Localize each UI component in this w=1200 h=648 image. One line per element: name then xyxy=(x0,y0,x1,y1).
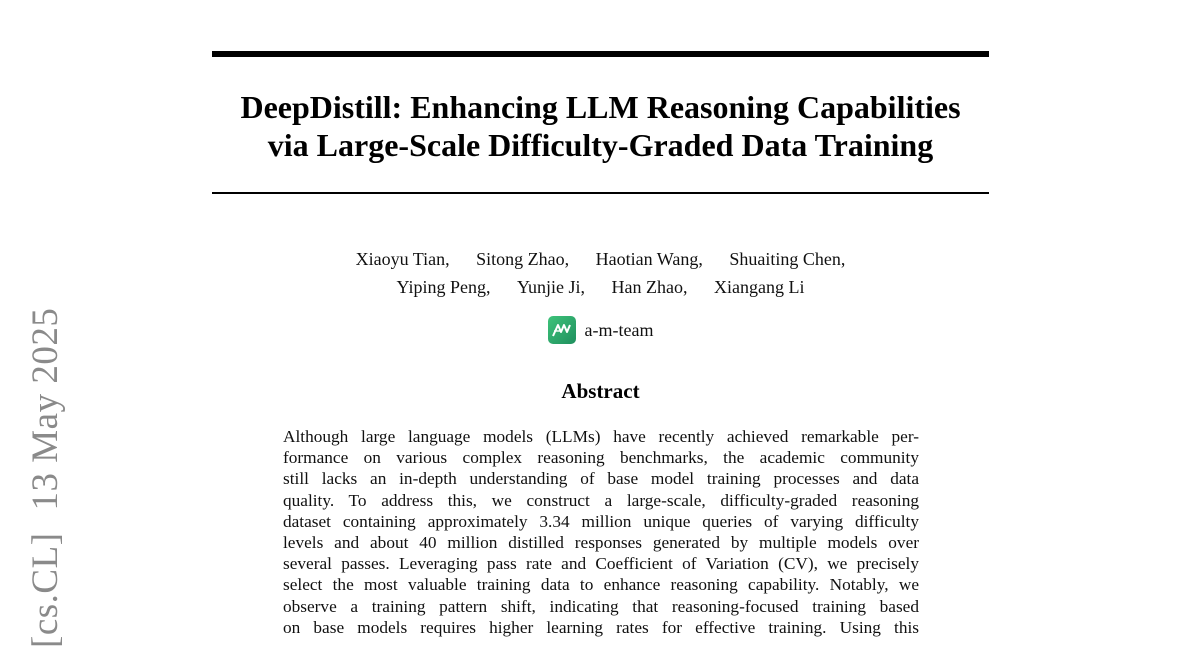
abstract-line: levels and about 40 million distilled responses generated by multiple models over xyxy=(283,533,919,553)
abstract-line: Although large language models (LLMs) have recently achieved remarkable per- xyxy=(283,427,919,446)
abstract-line: several passes. Leveraging pass rate and Coefficient of Variation (CV), we precisely xyxy=(283,554,919,574)
abstract-line: formance on various complex reasoning benchmarks, the academic community xyxy=(283,448,919,468)
title-line-2: via Large-Scale Difficulty-Graded Data Training xyxy=(267,127,934,163)
affiliation xyxy=(212,316,989,344)
abstract-heading: Abstract xyxy=(561,379,640,403)
author-name: Sitong Zhao, xyxy=(476,249,570,269)
affiliation-name: a-m-team xyxy=(584,319,654,340)
a-m-team-logo-icon xyxy=(548,316,576,344)
author-list xyxy=(212,245,989,301)
title-line-1: DeepDistill: Enhancing LLM Reasoning Capabilities xyxy=(240,89,961,125)
author-name: Han Zhao, xyxy=(611,277,688,297)
arxiv-date: 13 May 2025 xyxy=(25,307,66,511)
author-name: Shuaiting Chen, xyxy=(729,249,846,269)
title-top-rule xyxy=(212,51,989,57)
author-name: Yunjie Ji, xyxy=(517,277,586,297)
arxiv-category: [cs.CL] xyxy=(25,532,66,648)
author-name: Haotian Wang, xyxy=(595,249,703,269)
author-name: Xiangang Li xyxy=(714,277,805,297)
paper-title xyxy=(212,88,989,164)
abstract-line: still lacks an in-depth understanding of base model training processes and data xyxy=(283,469,919,489)
author-line-2 xyxy=(212,273,989,301)
abstract-line: select the most valuable training data to enhance reasoning capability. Notably, we xyxy=(283,575,919,595)
abstract-line: quality. To address this, we construct a large-scale, difficulty-graded reasoning xyxy=(283,490,919,510)
author-line-1 xyxy=(212,245,989,273)
title-bottom-rule xyxy=(212,192,989,194)
abstract-line: observe a training pattern shift, indicating that reasoning-focused training based xyxy=(283,596,919,616)
author-name: Xiaoyu Tian, xyxy=(355,249,450,269)
author-name: Yiping Peng, xyxy=(396,277,491,297)
arxiv-side-stamp xyxy=(24,308,67,648)
abstract-line: dataset containing approximately 3.34 million unique queries of varying difficulty xyxy=(283,511,919,531)
abstract-body xyxy=(283,426,919,638)
abstract-line: on base models requires higher learning rates for effective training. Using this xyxy=(283,617,919,637)
